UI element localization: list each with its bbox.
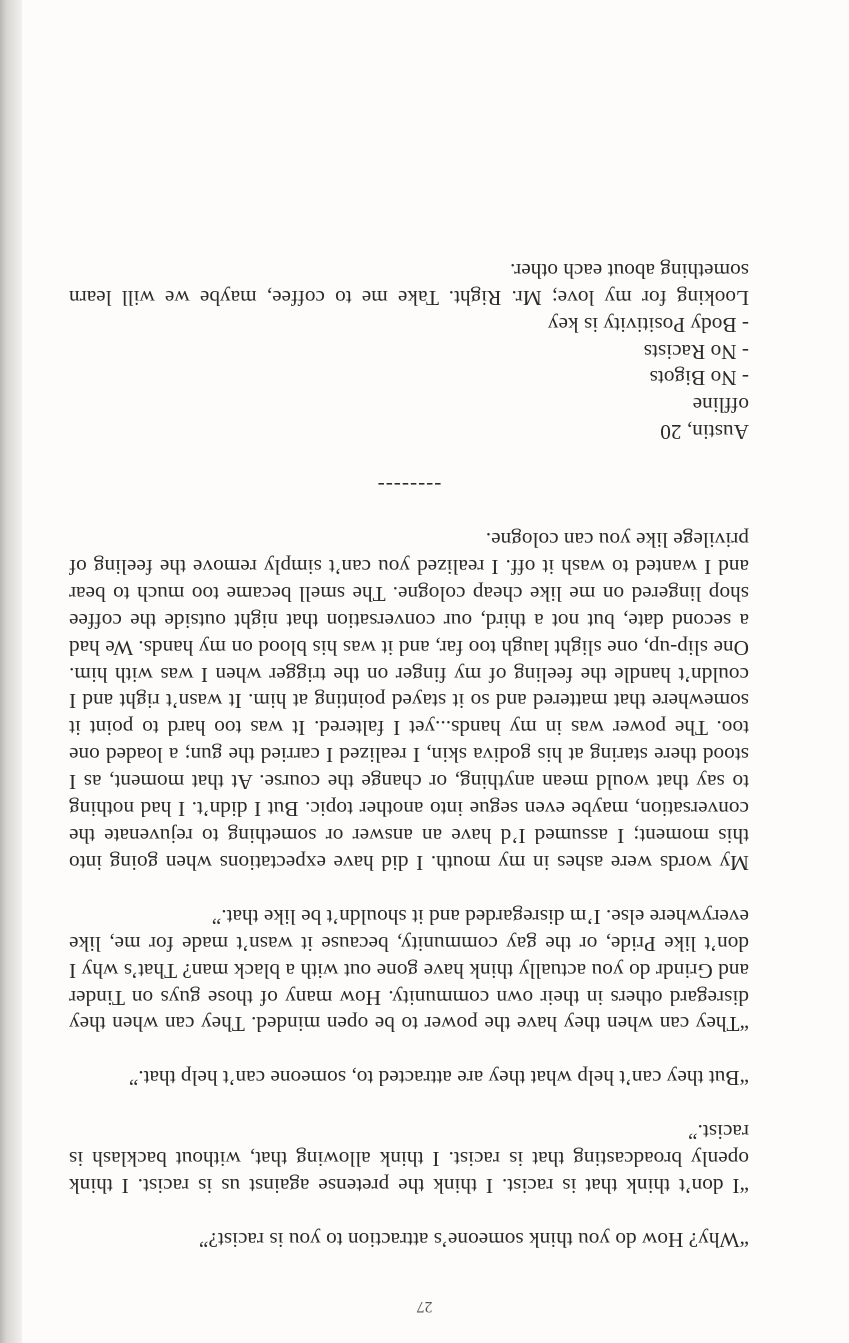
book-binding-shadow	[0, 0, 22, 1343]
page-content	[69, 257, 749, 1253]
page-number: 27	[416, 1298, 433, 1315]
dating-profile	[69, 257, 749, 445]
dialogue-paragraph: “Why? How do you think someone’s attraction to you is racist?”	[198, 1228, 749, 1252]
dialogue-paragraph: “They can when they have the power to be open minded. They can when they disregard others in their own community. How many of those guys on Tinder and Grindr do you actually think have gone out with a black man? That’s why I don’t like Pride, or the gay community, because it wasn’t made for me, like everywhere else. I’m disregarded and it shouldn’t be like that.”	[69, 904, 749, 1037]
section-separator: --------	[376, 474, 442, 499]
narrative-paragraph: My words were ashes in my mouth. I did have expectations when going into this moment; I assumed I’d have an answer or something to rejuvenate the conversation, maybe even segue into another topic. But I didn’t. I had nothing to say that would mean anything, or change the course. At that moment, as I stood there staring at his godiva skin, I realized I carried the gun; a loaded one too. The power was in my hands...yet I faltered. It was too hard to point it somewhere that mattered and so it stayed pointing at him. It wasn’t right and I couldn’t handle the feeling of my finger on the trigger when I was with him. One slip-up, one slight laugh too far, and it was his blood on my hands. We had a second date, but not a third, our conversation that night outside the coffee shop lingered on me like cheap cologne. The smell became too much to bear and I wanted to wash it off. I realized you can’t simply remove the feeling of privilege like you can cologne.	[69, 528, 749, 875]
profile-name-age: Austin, 20	[660, 420, 749, 445]
dialogue-paragraph: “But they can’t help what they are attracted to, someone can’t help that.”	[128, 1066, 749, 1091]
profile-rule: - No Racists	[643, 339, 749, 364]
profile-status: offline	[692, 393, 749, 418]
profile-rule: - No Bigots	[649, 366, 749, 391]
profile-rule: - Body Positivity is key	[547, 312, 749, 337]
profile-closing: Looking for my love; Mr. Right. Take me to coffee, maybe we will learn something about each other.	[69, 258, 749, 310]
dialogue-paragraph: “I don’t think that is racist. I think the pretense against us is racist. I think openly broadcasting that is racist. I think allowing that, without backlash is racist.”	[69, 1120, 749, 1199]
